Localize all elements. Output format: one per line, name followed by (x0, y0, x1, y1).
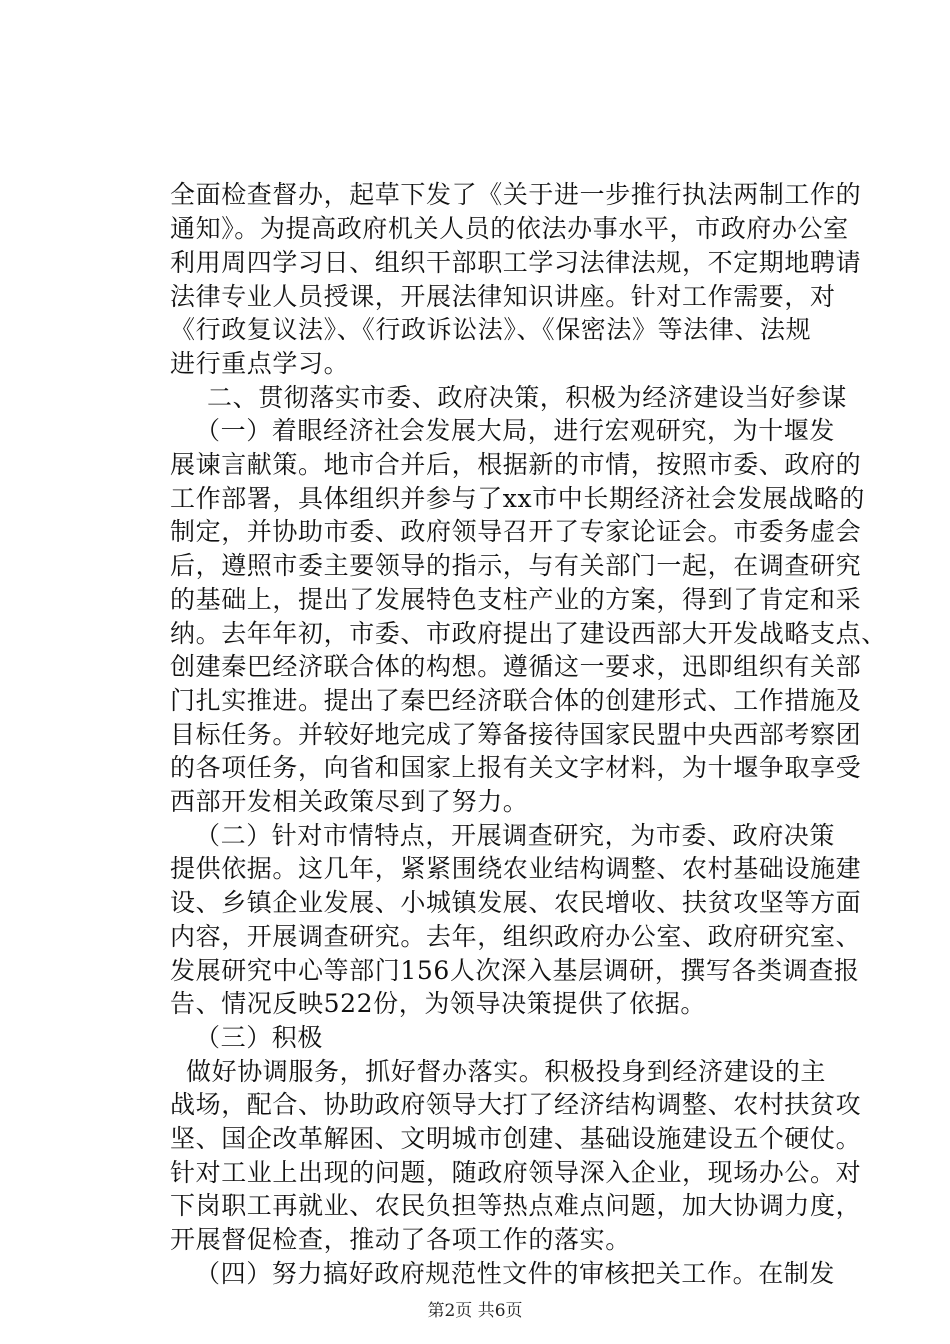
body-text-line: 门扎实推进。提出了秦巴经济联合体的创建形式、工作措施及 (170, 686, 862, 715)
body-text-line: 进行重点学习。 (170, 349, 350, 378)
body-text-line: 《行政复议法》、《行政诉讼法》、《保密法》等法律、法规 (170, 315, 812, 344)
page-number-footer: 第2页 共6页 (427, 1301, 523, 1321)
body-text-line: 开展督促检查，推动了各项工作的落实。 (170, 1225, 631, 1254)
body-text-line: 工作部署，具体组织并参与了xx市中长期经济社会发展战略的 (170, 484, 866, 513)
body-text-line: 提供依据。这几年，紧紧围绕农业结构调整、农村基础设施建 (170, 854, 862, 883)
body-text-line: 做好协调服务，抓好督办落实。积极投身到经济建设的主 (186, 1057, 827, 1086)
body-text-line: 后，遵照市委主要领导的指示，与有关部门一起，在调查研究 (170, 551, 862, 580)
body-text-line: 法律专业人员授课，开展法律知识讲座。针对工作需要，对 (170, 282, 836, 311)
body-text-line: 全面检查督办，起草下发了《关于进一步推行执法两制工作的 (170, 180, 862, 209)
body-text-line: （四）努力搞好政府规范性文件的审核把关工作。在制发 (195, 1259, 836, 1288)
body-text-line: 内容，开展调查研究。去年，组织政府办公室、政府研究室、 (170, 922, 862, 951)
body-text-line: 针对工业上出现的问题，随政府领导深入企业，现场办公。对 (170, 1158, 862, 1187)
body-text-line: 坚、国企改革解困、文明城市创建、基础设施建设五个硬仗。 (170, 1124, 862, 1153)
body-text-line: 纳。去年年初，市委、市政府提出了建设西部大开发战略支点、 (170, 619, 887, 648)
body-text-line: 目标任务。并较好地完成了筹备接待国家民盟中央西部考察团 (170, 720, 862, 749)
body-text-line: 制定，并协助市委、政府领导召开了专家论证会。市委务虚会 (170, 517, 862, 546)
body-text-line: 下岗职工再就业、农民负担等热点难点问题，加大协调力度， (170, 1191, 862, 1220)
body-text-line: （二）针对市情特点，开展调查研究，为市委、政府决策 (195, 821, 836, 850)
body-text-line: （一）着眼经济社会发展大局，进行宏观研究，为十堰发 (195, 416, 836, 445)
body-text-line: 西部开发相关政策尽到了努力。 (170, 787, 529, 816)
body-text-line: 通知》。为提高政府机关人员的依法办事水平，市政府办公室 (170, 214, 849, 243)
body-text-line: 告、情况反映522份，为领导决策提供了依据。 (170, 989, 706, 1018)
section-heading: 二、贯彻落实市委、政府决策，积极为经济建设当好参谋 (207, 383, 848, 412)
body-text-line: 利用周四学习日、组织干部职工学习法律法规，不定期地聘请 (170, 248, 862, 277)
body-text-line: 的各项任务，向省和国家上报有关文字材料，为十堰争取享受 (170, 753, 862, 782)
body-text-line: 设、乡镇企业发展、小城镇发展、农民增收、扶贫攻坚等方面 (170, 888, 862, 917)
body-text-line: 展谏言献策。地市合并后，根据新的市情，按照市委、政府的 (170, 450, 862, 479)
body-text-line: 战场，配合、协助政府领导大打了经济结构调整、农村扶贫攻 (170, 1090, 862, 1119)
body-text-line: 发展研究中心等部门156人次深入基层调研，撰写各类调查报 (170, 956, 860, 985)
body-text-line: 的基础上，提出了发展特色支柱产业的方案，得到了肯定和采 (170, 585, 862, 614)
body-text-line: （三）积极 (195, 1023, 324, 1052)
body-text-line: 创建秦巴经济联合体的构想。遵循这一要求，迅即组织有关部 (170, 652, 862, 681)
